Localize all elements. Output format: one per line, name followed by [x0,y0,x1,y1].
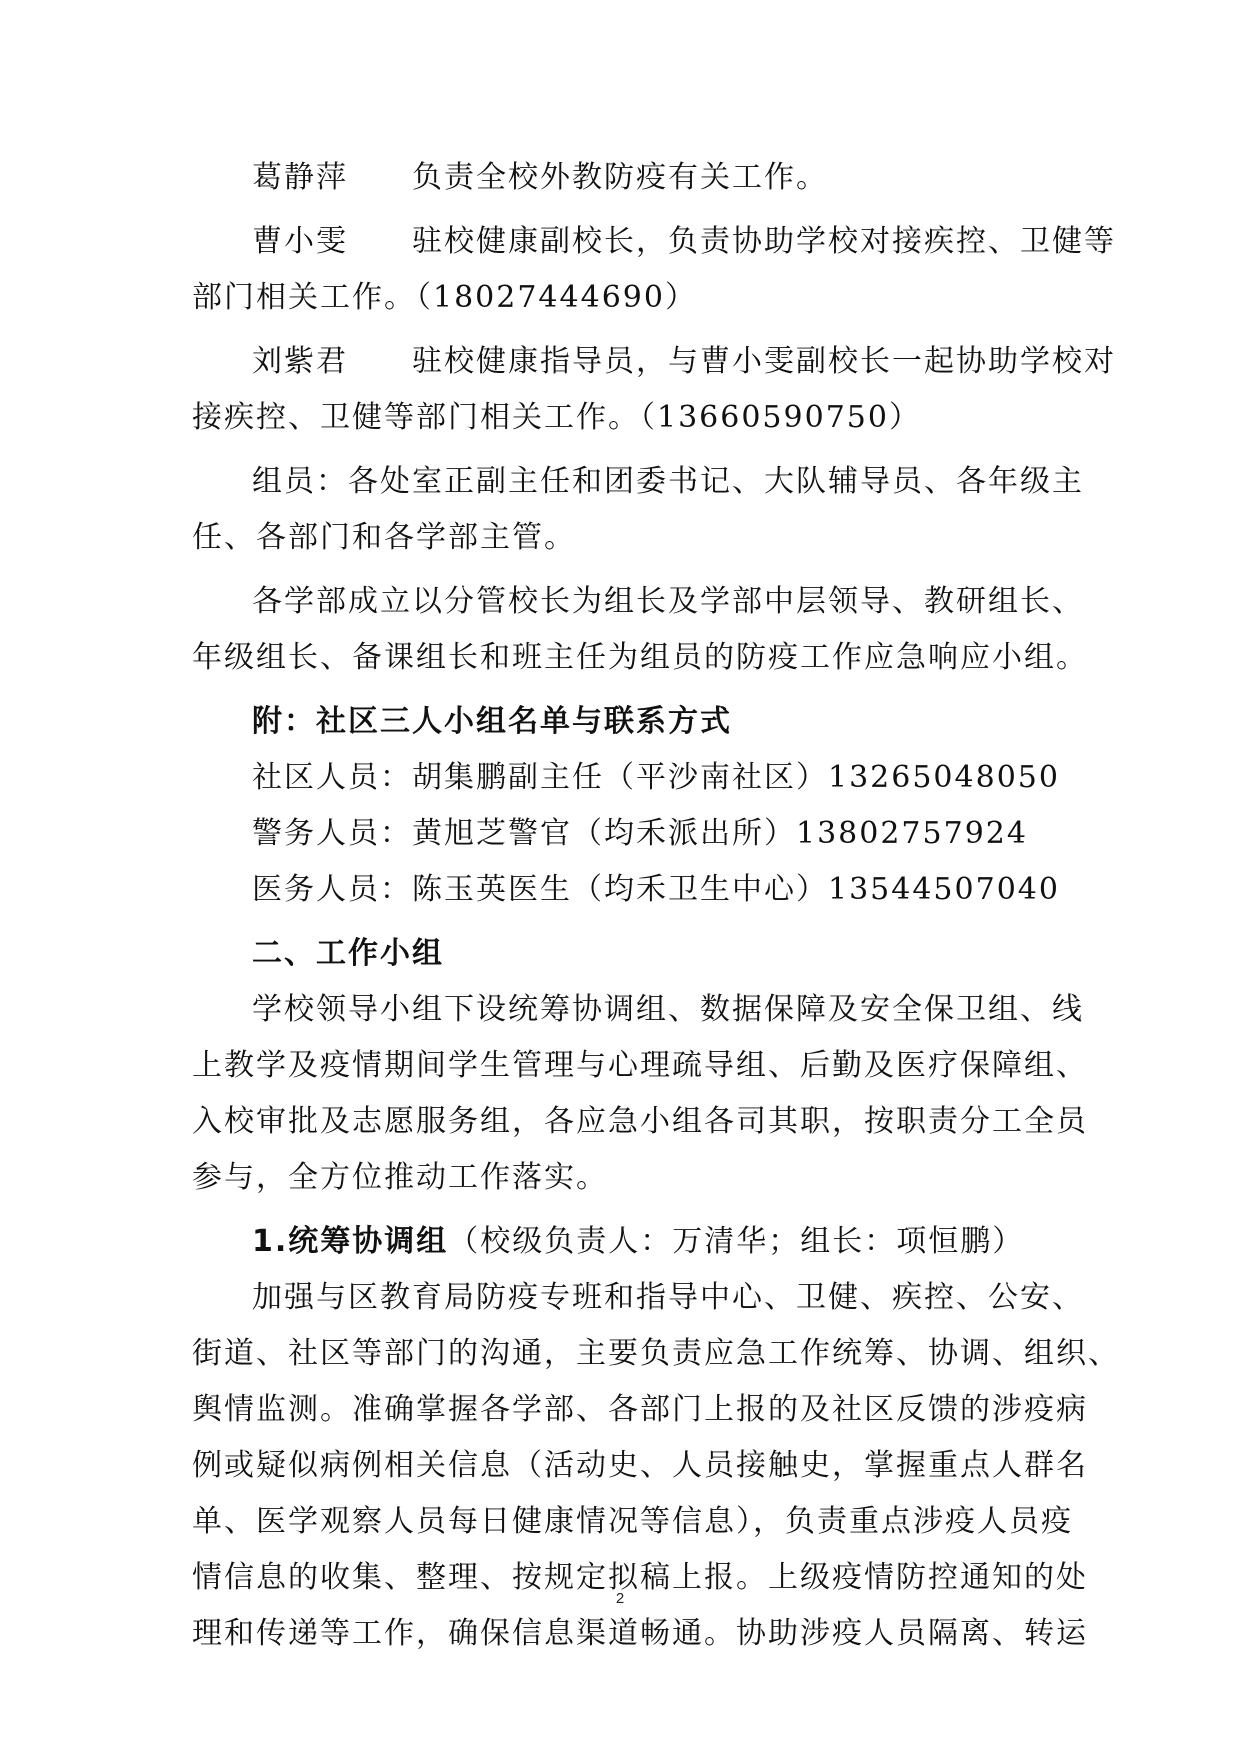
appendix-heading: 附：社区三人小组名单与联系方式 [252,704,732,739]
member-duty: 驻校健康副校长，负责协助学校对接疾控、卫健等 [412,224,1116,259]
appendix-community-contact: 社区人员：胡集鹏副主任（平沙南社区）13265048050 [252,760,1060,795]
group1-title: 1.统筹协调组 [252,1224,449,1259]
page-number: 2 [615,1590,625,1607]
response-group-line2: 年级组长、备课组长和班主任为组员的防疫工作应急响应小组。 [192,640,1088,675]
group1-line7: 理和传递等工作，确保信息渠道畅通。协助涉疫人员隔离、转运 [192,1616,1088,1651]
member-duty: 负责全校外教防疫有关工作。 [412,160,828,195]
member-name: 刘紫君 [252,344,348,379]
section2-line3: 入校审批及志愿服务组，各应急小组各司其职，按职责分工全员 [192,1104,1088,1139]
member-cao-xiaowen-line1 [192,214,1116,270]
member-ge-jingping [192,150,1052,206]
appendix-medical-contact: 医务人员：陈玉英医生（均禾卫生中心）13544507040 [252,872,1060,907]
section2-line1: 学校领导小组下设统筹协调组、数据保障及安全保卫组、线 [252,992,1084,1027]
member-cao-xiaowen-line2: 部门相关工作。（18027444690） [192,280,697,315]
response-group-line1: 各学部成立以分管校长为组长及学部中层领导、教研组长、 [252,584,1084,619]
section2-line2: 上教学及疫情期间学生管理与心理疏导组、后勤及医疗保障组、 [192,1048,1088,1083]
members-line1: 组员：各处室正副主任和团委书记、大队辅导员、各年级主 [252,464,1084,499]
group1-line6: 情信息的收集、整理、按规定拟稿上报。上级疫情防控通知的处 [192,1560,1088,1595]
member-name: 葛静萍 [252,160,348,195]
member-liu-zijun-line2: 接疾控、卫健等部门相关工作。（13660590750） [192,400,921,435]
group1-line5: 单、医学观察人员每日健康情况等信息），负责重点涉疫人员疫 [192,1504,1073,1539]
document-body [192,150,1120,1662]
member-name: 曹小雯 [252,224,348,259]
group1-heading [192,1214,1052,1270]
member-duty: 驻校健康指导员，与曹小雯副校长一起协助学校对 [412,344,1116,379]
section-heading-work-groups: 二、工作小组 [252,936,444,971]
group1-line1: 加强与区教育局防疫专班和指导中心、卫健、疾控、公安、 [252,1280,1084,1315]
member-liu-zijun-line1 [192,334,1116,390]
section2-line4: 参与，全方位推动工作落实。 [192,1160,608,1195]
group1-line4: 例或疑似病例相关信息（活动史、人员接触史，掌握重点人群名 [192,1448,1088,1483]
group1-line2: 街道、社区等部门的沟通，主要负责应急工作统筹、协调、组织、 [192,1336,1120,1371]
appendix-police-contact: 警务人员：黄旭芝警官（均禾派出所）13802757924 [252,816,1028,851]
members-line2: 任、各部门和各学部主管。 [192,520,576,555]
group1-leaders: （校级负责人：万清华；组长：项恒鹏） [448,1224,1025,1259]
group1-line3: 舆情监测。准确掌握各学部、各部门上报的及社区反馈的涉疫病 [192,1392,1088,1427]
